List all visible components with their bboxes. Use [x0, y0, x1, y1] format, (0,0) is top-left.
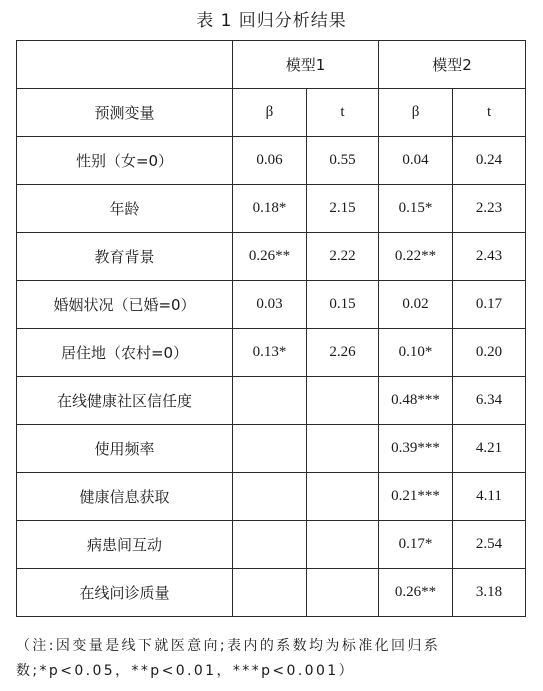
model1-t-cell: 2.22 [307, 233, 379, 281]
model1-t-cell [307, 425, 379, 473]
model1-beta-cell: 0.03 [233, 281, 307, 329]
table-row [17, 425, 526, 473]
model1-t-cell [307, 521, 379, 569]
model1-t-cell: 2.26 [307, 329, 379, 377]
model2-beta-cell: 0.21*** [379, 473, 453, 521]
model1-beta-cell [233, 425, 307, 473]
model2-beta-cell: 0.26** [379, 569, 453, 617]
model2-t-cell: 2.54 [453, 521, 526, 569]
predictor-label-cell: 教育背景 [17, 233, 233, 281]
model2-t-cell: 6.34 [453, 377, 526, 425]
regression-table [16, 40, 526, 617]
model2-t-cell: 0.17 [453, 281, 526, 329]
header-model2-beta: β [379, 89, 453, 137]
model2-t-cell: 2.43 [453, 233, 526, 281]
note-line-1: （注:因变量是线下就医意向;表内的系数均为标准化回归系 [16, 638, 441, 654]
model1-beta-cell: 0.13* [233, 329, 307, 377]
header-model1: 模型1 [233, 41, 379, 89]
model1-beta-cell: 0.26** [233, 233, 307, 281]
model2-t-cell: 2.23 [453, 185, 526, 233]
model1-t-cell: 0.15 [307, 281, 379, 329]
model2-beta-cell: 0.17* [379, 521, 453, 569]
header-model2-t: t [453, 89, 526, 137]
model1-t-cell [307, 377, 379, 425]
header-model1-beta: β [233, 89, 307, 137]
table-row [17, 521, 526, 569]
model2-t-cell: 3.18 [453, 569, 526, 617]
table-row [17, 473, 526, 521]
model1-t-cell [307, 569, 379, 617]
model2-t-cell: 4.11 [453, 473, 526, 521]
model1-beta-cell: 0.18* [233, 185, 307, 233]
model1-beta-cell [233, 521, 307, 569]
model2-beta-cell: 0.04 [379, 137, 453, 185]
table-row [17, 569, 526, 617]
model2-beta-cell: 0.39*** [379, 425, 453, 473]
table-row [17, 281, 526, 329]
table-row [17, 233, 526, 281]
predictor-label-cell: 使用频率 [17, 425, 233, 473]
model2-beta-cell: 0.15* [379, 185, 453, 233]
model1-beta-cell [233, 569, 307, 617]
table-row [17, 185, 526, 233]
model2-beta-cell: 0.10* [379, 329, 453, 377]
model2-beta-cell: 0.02 [379, 281, 453, 329]
header-model2: 模型2 [379, 41, 526, 89]
model1-t-cell [307, 473, 379, 521]
table-row [17, 329, 526, 377]
predictor-label-cell: 性别（女=0） [17, 137, 233, 185]
header-predictor: 预测变量 [17, 89, 233, 137]
model2-t-cell: 4.21 [453, 425, 526, 473]
predictor-label-cell: 健康信息获取 [17, 473, 233, 521]
header-row-columns [17, 89, 526, 137]
predictor-label-cell: 年龄 [17, 185, 233, 233]
model2-t-cell: 0.24 [453, 137, 526, 185]
model1-t-cell: 0.55 [307, 137, 379, 185]
model2-beta-cell: 0.48*** [379, 377, 453, 425]
predictor-label-cell: 婚姻状况（已婚=0） [17, 281, 233, 329]
model1-beta-cell: 0.06 [233, 137, 307, 185]
model2-beta-cell: 0.22** [379, 233, 453, 281]
model1-beta-cell [233, 377, 307, 425]
predictor-label-cell: 病患间互动 [17, 521, 233, 569]
note-line-2: 数;*p<0.05，**p<0.01，***p<0.001） [16, 663, 355, 679]
model1-t-cell: 2.15 [307, 185, 379, 233]
table-caption: 表 1 回归分析结果 [196, 11, 347, 31]
header-row-models [17, 41, 526, 89]
header-empty-cell [17, 41, 233, 89]
predictor-label-cell: 居住地（农村=0） [17, 329, 233, 377]
predictor-label-cell: 在线健康社区信任度 [17, 377, 233, 425]
header-model1-t: t [307, 89, 379, 137]
model1-beta-cell [233, 473, 307, 521]
table-row [17, 377, 526, 425]
table-row [17, 137, 526, 185]
table-note [16, 634, 528, 684]
model2-t-cell: 0.20 [453, 329, 526, 377]
predictor-label-cell: 在线问诊质量 [17, 569, 233, 617]
